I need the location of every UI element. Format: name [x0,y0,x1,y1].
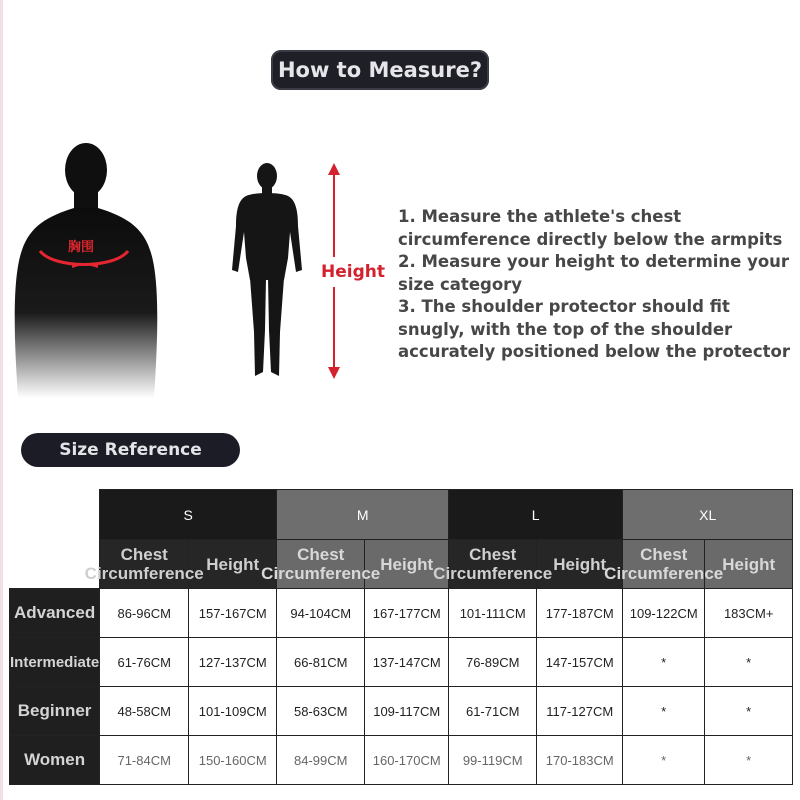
table-cell: 58-63CM [277,687,365,736]
table-cell: 101-111CM [449,589,537,638]
level-beginner: Beginner [10,687,100,736]
chest-header: Chest Circumference [277,540,365,589]
table-cell: 167-177CM [365,589,449,638]
height-header: Height [189,540,277,589]
table-cell: 61-71CM [449,687,537,736]
measure-instructions [398,206,793,364]
level-intermediate: Intermediate [10,638,100,687]
table-cell: * [623,687,705,736]
table-cell: 84-99CM [277,736,365,785]
height-header: Height [705,540,793,589]
instruction-item: 1. Measure the athlete's chest circumference directly below the armpits [398,207,783,249]
table-cell: 76-89CM [449,638,537,687]
table-cell: 147-157CM [537,638,623,687]
table-cell: 177-187CM [537,589,623,638]
size-chart-table [9,489,793,785]
table-cell: 101-109CM [189,687,277,736]
instruction-item: 2. Measure your height to determine your size category [398,252,790,294]
table-cell: 183CM+ [705,589,793,638]
measure-header-row [10,540,793,589]
chest-header: Chest Circumference [449,540,537,589]
level-advanced: Advanced [10,589,100,638]
table-cell: 86-96CM [100,589,189,638]
table-cell: 157-167CM [189,589,277,638]
chest-label: 胸围 [68,240,95,255]
table-cell: 66-81CM [277,638,365,687]
table-cell: * [623,736,705,785]
table-cell: 160-170CM [365,736,449,785]
table-cell: 127-137CM [189,638,277,687]
height-header: Height [365,540,449,589]
table-cell: * [705,638,793,687]
page-edge [0,0,3,800]
table-cell: 117-127CM [537,687,623,736]
table-cell: 170-183CM [537,736,623,785]
table-row [10,736,793,785]
size-header-row [10,490,793,540]
table-cell: * [623,638,705,687]
table-row [10,687,793,736]
height-label: Height [321,262,385,282]
table-cell: 109-122CM [623,589,705,638]
table-cell: 99-119CM [449,736,537,785]
size-header-xl: XL [623,490,793,540]
table-row [10,589,793,638]
table-cell: 137-147CM [365,638,449,687]
table-cell: 71-84CM [100,736,189,785]
table-cell: 94-104CM [277,589,365,638]
table-corner [10,490,100,540]
chest-header: Chest Circumference [623,540,705,589]
table-cell: 48-58CM [100,687,189,736]
table-cell: * [705,687,793,736]
height-header: Height [537,540,623,589]
table-cell: 61-76CM [100,638,189,687]
table-row [10,638,793,687]
table-cell: 109-117CM [365,687,449,736]
full-body-silhouette-icon [226,160,308,380]
size-header-l: L [449,490,623,540]
size-header-m: M [277,490,449,540]
size-header-s: S [100,490,277,540]
table-cell: * [705,736,793,785]
chest-header: Chest Circumference [100,540,189,589]
table-cell: 150-160CM [189,736,277,785]
page-title: How to Measure? [271,50,489,90]
level-women: Women [10,736,100,785]
instruction-item: 3. The shoulder protector should fit snugly, with the top of the shoulder accurately positioned below the protector [398,297,790,361]
size-reference-heading: Size Reference [21,433,240,467]
